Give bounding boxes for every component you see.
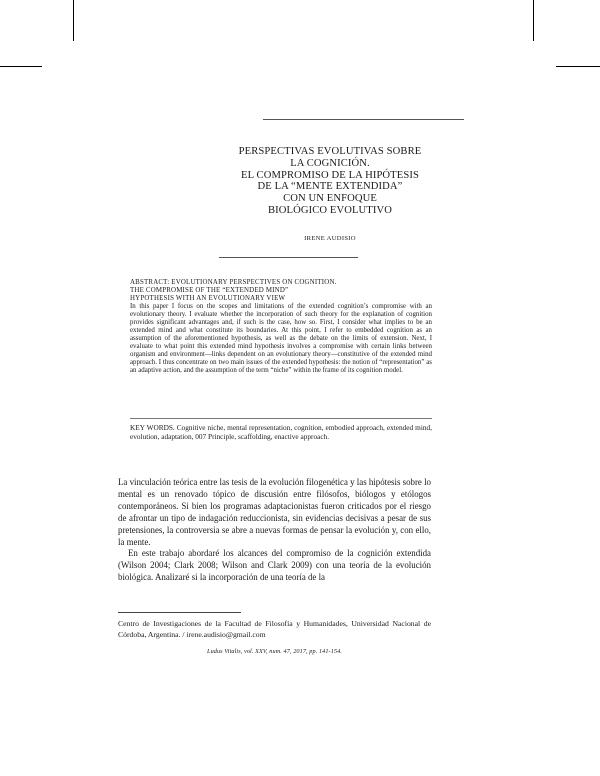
footnote: Centro de Investigaciones de la Facultad de Filosofía y Humanidades, Universidad Nacional de Córdoba, Argentina. / irene.audisio@gmail.com xyxy=(118,619,431,639)
abstract xyxy=(130,279,432,375)
abstract-heading-line: ABSTRACT: EVOLUTIONARY PERSPECTIVES ON COGNITION. xyxy=(130,279,337,286)
article-title xyxy=(220,146,440,217)
crop-mark-right xyxy=(533,0,534,41)
crop-mark-left xyxy=(73,0,74,41)
abstract-heading-line: THE COMPROMISE OF THE “EXTENDED MIND” xyxy=(130,287,289,294)
crop-mark-top-right xyxy=(556,66,600,67)
title-line: EL COMPROMISO DE LA HIPÓTESIS xyxy=(241,169,419,181)
keywords: KEY WORDS. Cognitive niche, mental representation, cognition, embodied approach, extended mind, evolution, adaptation, 007 Principle, scaffolding, enactive approach. xyxy=(130,423,432,441)
crop-mark-top xyxy=(0,66,42,67)
title-line: CON UN ENFOQUE xyxy=(283,193,377,205)
title-line: LA COGNICIÓN. xyxy=(290,157,370,169)
author-rule xyxy=(219,257,358,258)
body-text xyxy=(118,477,431,584)
footnote-rule xyxy=(118,612,241,613)
author-name: IRENE AUDISIO xyxy=(304,235,356,242)
header-rule xyxy=(263,119,464,120)
abstract-rule xyxy=(130,418,432,419)
journal-reference: Ludus Vitalis, vol. XXV, num. 47, 2017, pp. 141-154. xyxy=(207,648,342,655)
abstract-text: In this paper I focus on the scopes and limitations of the extended cognition’s compromise with an evolutionary theory. I evaluate whether the incorporation of such theory for the explanation of cognition provides significant advantages and, if such is the case, how so. First, I consider what implies to be an extended mind and what constitute its boundaries. At this point, I refer to embedded cognition as an assumption of the aforementioned hypothesis, as well as the debate on the limits of extension. Next, I evaluate to what point this extended mind hypothesis involves a compromise with certain links between organism and environment—links dependent on an evolutionary theory—constitutive of the extended mind approach. I thus concentrate on two main issues of the extended hypothesis: the notion of “representation” as an adaptive action, and the assumption of the term “niche” within the frame of its cognition model. xyxy=(130,303,432,374)
title-line: BIOLÓGICO EVOLUTIVO xyxy=(267,204,392,216)
title-line: PERSPECTIVAS EVOLUTIVAS SOBRE xyxy=(238,146,422,157)
title-line: DE LA “MENTE EXTENDIDA” xyxy=(257,181,403,193)
abstract-heading-line: HYPOTHESIS WITH AN EVOLUTIONARY VIEW xyxy=(130,295,286,302)
body-paragraph: La vinculación teórica entre las tesis de la evolución filogenética y las hipótesis sobre lo mental es un renovado tópico de discusión entre filósofos, biólogos y etólogos contemporáneos. Si bien los programas adaptacionistas fueron criticados por el riesgo de afrontar un tipo de indagación reduccionista, sin evidencias decisivas a pesar de sus pretensiones, la controversia se abre a nuevas formas de pensar la evolución y, con ello, la mente. xyxy=(118,477,431,547)
body-paragraph: En este trabajo abordaré los alcances del compromiso de la cognición extendida (Wilson 2004; Clark 2008; Wilson and Clark 2009) con una teoría de la evolución biológica. Analizaré si la incorporación de una teoría de la xyxy=(118,548,431,583)
